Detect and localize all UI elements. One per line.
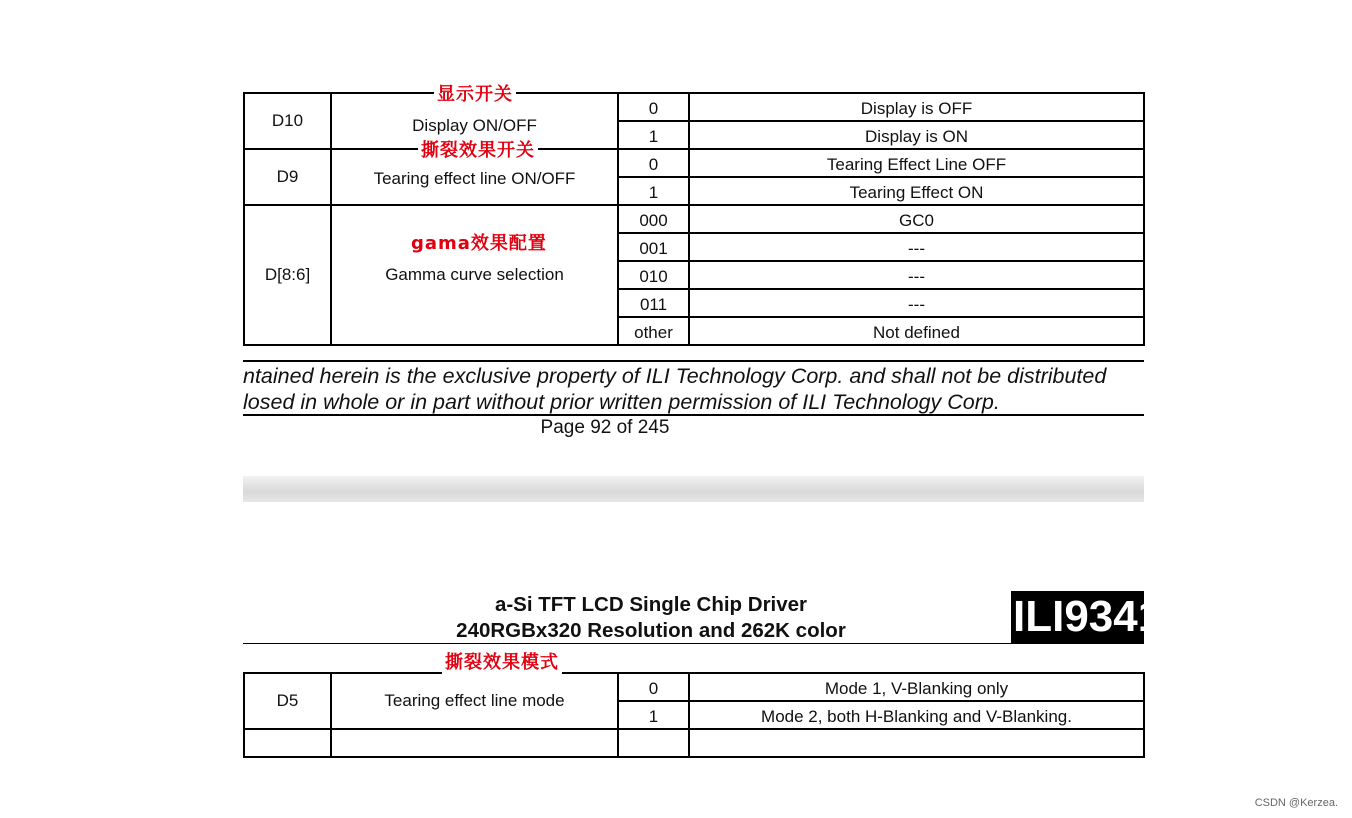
code-cell: 1: [618, 121, 689, 149]
watermark: CSDN @Kerzea.: [1254, 797, 1338, 809]
description-cell: Tearing effect line mode: [331, 673, 618, 729]
footer-copyright-line1: ntained herein is the exclusive property of ILI Technology Corp. and shall not be distributed: [243, 364, 1107, 388]
meaning-cell: Tearing Effect Line OFF: [689, 149, 1144, 177]
meaning-cell: Display is OFF: [689, 93, 1144, 121]
description-cell: Display ON/OFF: [331, 93, 618, 149]
code-cell: 010: [618, 261, 689, 289]
page-93: [243, 0, 1163, 818]
meaning-cell: ---: [689, 261, 1144, 289]
meaning-cell: Mode 2, both H-Blanking and V-Blanking.: [689, 701, 1144, 729]
annotation-tearing-switch: 撕裂效果开关: [418, 140, 538, 162]
page-number: Page 92 of 245: [540, 417, 670, 438]
meaning-cell: GC0: [689, 205, 1144, 233]
footer-copyright-line2: losed in whole or in part without prior written permission of ILI Technology Corp.: [243, 390, 1000, 414]
meaning-cell: [689, 729, 1144, 757]
description-cell: [331, 729, 618, 757]
header-title-line2: 240RGBx320 Resolution and 262K color: [456, 619, 846, 642]
code-cell: 011: [618, 289, 689, 317]
description-cell: Tearing effect line ON/OFF: [331, 149, 618, 205]
code-cell: 000: [618, 205, 689, 233]
meaning-cell: ---: [689, 289, 1144, 317]
meaning-cell: Display is ON: [689, 121, 1144, 149]
annotation-tearing-mode: 撕裂效果模式: [442, 652, 562, 674]
code-cell: 0: [618, 93, 689, 121]
lower-table-clip: [243, 0, 1163, 736]
bit-cell: D5: [244, 673, 331, 729]
meaning-cell: Mode 1, V-Blanking only: [689, 673, 1144, 701]
register-table-lower: [243, 672, 1145, 758]
table-row: [244, 673, 1144, 701]
header-title-line1: a-Si TFT LCD Single Chip Driver: [494, 593, 808, 616]
bit-cell: D[8:6]: [244, 205, 331, 345]
annotation-gamma-config: gama效果配置: [408, 233, 550, 255]
bit-cell: D9: [244, 149, 331, 205]
meaning-cell: ---: [689, 233, 1144, 261]
code-cell: [618, 729, 689, 757]
code-cell: 1: [618, 177, 689, 205]
description-cell: Gamma curve selection: [331, 205, 618, 345]
code-cell: 0: [618, 673, 689, 701]
meaning-cell: Tearing Effect ON: [689, 177, 1144, 205]
table-row: [244, 729, 1144, 757]
annotation-display-switch: 显示开关: [434, 84, 516, 106]
code-cell: 001: [618, 233, 689, 261]
bit-cell: [244, 729, 331, 757]
ilitek-logo: ILI9341: [1013, 592, 1163, 641]
code-cell: other: [618, 317, 689, 345]
bit-cell: D10: [244, 93, 331, 149]
code-cell: 1: [618, 701, 689, 729]
code-cell: 0: [618, 149, 689, 177]
meaning-cell: Not defined: [689, 317, 1144, 345]
